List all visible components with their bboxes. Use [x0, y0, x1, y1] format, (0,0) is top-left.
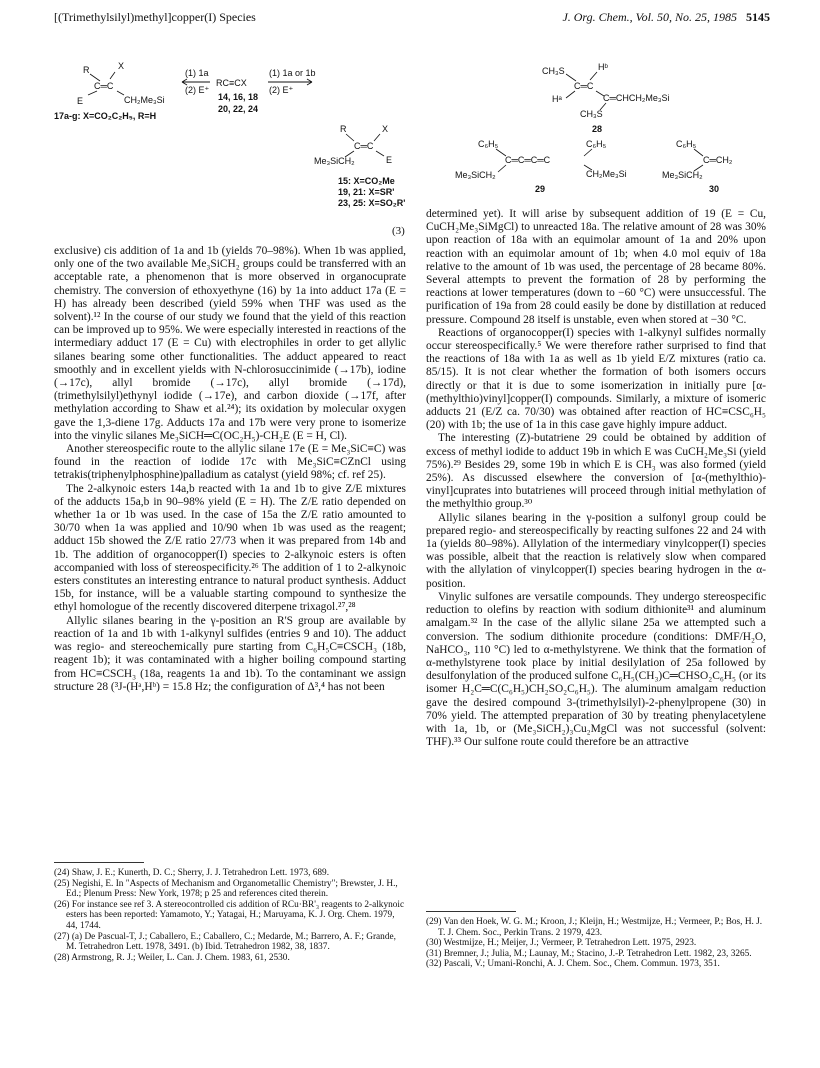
- footnote: (32) Pascali, V.; Umani-Ronchi, A. J. Chem. Soc., Chem. Commun. 1973, 351.: [426, 959, 720, 970]
- arrow-step-2: [268, 68, 316, 95]
- footnote: (24) Shaw, J. E.; Kunerth, D. C.; Sherry, J. J. Tetrahedron Lett. 1973, 689.: [54, 868, 330, 878]
- footnote-rule-left: [54, 862, 144, 863]
- svg-text:20, 22, 24: 20, 22, 24: [218, 104, 259, 114]
- left-column: [54, 245, 406, 694]
- footnote: (26) For instance see ref 3. A stereocontrolled cis addition of RCu·BR'₃ reagents to 2-alkynoic esters has been reported: Yamamoto, Y.; Yatagai, H.; Maruyama, K. J. Org. Chem. 1979, 44, 1744.: [54, 899, 405, 931]
- svg-text:E: E: [386, 155, 393, 165]
- label-29: 29: [535, 184, 546, 194]
- svg-text:Me₃SiCH₂: Me₃SiCH₂: [662, 170, 703, 180]
- footnote: (25) Negishi, E. In "Aspects of Mechanism and Organometallic Chemistry"; Brewster, J. H., Ed.; Plenum Press: New York, 1978; p 25 and references cited therein.: [54, 878, 398, 900]
- svg-text:(2) E⁺: (2) E⁺: [185, 85, 210, 95]
- label-15: 15: X=CO₂Me: [338, 176, 395, 186]
- atom-r: R: [83, 65, 90, 75]
- svg-text:C₆H₅: C₆H₅: [478, 139, 499, 149]
- svg-text:R: R: [340, 124, 347, 134]
- page-number: 5145: [746, 10, 770, 24]
- svg-text:X: X: [382, 124, 389, 134]
- structure-30: [662, 139, 733, 194]
- svg-text:C₆H₅: C₆H₅: [676, 139, 697, 149]
- right-column: [426, 208, 766, 749]
- structure-28: [542, 62, 670, 134]
- paragraph: The 2-alkynoic esters 14a,b reacted with 1a and 1b to give Z/E mixtures of the adducts 15a,b in 90–98% yield (E = H). The Z/E ratio depended on whether 1a or 1b was used. In the case of 15a the Z/E ratio amounted to 30/70 when 1a was applied and 10/90 when 1b was used as the reagent; adduct 15b showed the Z/E ratio 27/73 when it was prepared from 14b and 1b. The addition of organocopper(I) species to 2-alkynoic esters is often accompanied with loss of stereospecificity.²⁶ The addition of 1 to 2-alkynoic esters constitutes an interesting entrance to natural product synthesis. Adduct 15b, for instance, will be a valuable starting compound to synthesize the ethyl homologue of the recently discovered diterpene trixagol.²⁷,²⁸: [54, 482, 406, 614]
- arrow-step-1: [182, 68, 210, 95]
- footnotes-right: [426, 917, 766, 970]
- svg-text:C═C: C═C: [574, 81, 594, 91]
- svg-text:Hᵃ: Hᵃ: [552, 94, 562, 104]
- label-23-25: 23, 25: X=SO₂R': [338, 198, 406, 208]
- svg-text:Me₃SiCH₂: Me₃SiCH₂: [455, 170, 496, 180]
- label-17: 17a-g: X=CO₂C₂H₅, R=H: [54, 111, 157, 121]
- ch2sime3-group: CH₂Me₃Si: [124, 95, 165, 105]
- paragraph: Another stereospecific route to the allylic silane 17e (E = Me₃SiC≡C) was found in the reaction of iodide 17c with Me₃SiC≡CZnCl using tetrakis(triphenylphosphine)palladium as catalyst (yield 98%; cf. ref 25).: [54, 443, 406, 482]
- svg-text:(2) E⁺: (2) E⁺: [269, 85, 294, 95]
- svg-text:14, 16, 18: 14, 16, 18: [218, 92, 259, 102]
- paragraph: Reactions of organocopper(I) species with 1-alkynyl sulfides normally occur stereospecifically.⁵ We were therefore rather surprised to find that the reactions of 18a with 1a as well as 1b yield E/Z mixtures (ratio ca. 85/15). It is not clear whether the formation of both isomers occurs directly or that it is due to some isomerization in initially pure [α-(methylthio)vinyl]copper(I) compounds. Similarly, a mixture of isomeric adducts 21 (E/Z ca. 70/30) was obtained after reaction of HC≡CSC₆H₅ (20) with 1b; the use of 1a in this case gave highly impure adduct.: [426, 326, 766, 432]
- footnote: (28) Armstrong, R. J.; Weiler, L. Can. J. Chem. 1983, 61, 2530.: [54, 952, 290, 963]
- atom-x: X: [118, 61, 125, 71]
- paragraph: The interesting (Z)-butatriene 29 could be obtained by addition of excess of methyl iodide to adduct 19b in which E was CuCH₂Me₃Si (yield 75%).²⁹ Besides 29, some 19b in which E is CH₃ was also formed (yield 25%). As discussed elsewhere the conversion of [α-(methylthio)-vinyl]cuprates into butatrienes will proceed through initial methylation of the methylthio group.³⁰: [426, 432, 766, 511]
- paragraph: exclusive) cis addition of 1a and 1b (yields 70–98%). When 1b was applied, only one of the two available Me₃SiCH₂ groups could be transferred with an acceptable rate, a phenomenon that is more observed in organocuprate chemistry. The conversion of ethoxyethyne (16) by 1a into adduct 17a (E = H) has already been described (yield 59% when THF was used as the solvent).¹² In the course of our study we found that the yield of this reaction can be improved up to 95%. We were especially interested in reactions of the intermediary adduct 17 (E = Cu) with electrophiles in order to get allylic silanes bearing some other functionalities. The adduct appeared to react smoothly and in excellent yields with N-chlorosuccinimide (→17b), iodine (→17c), allyl bromide (→17c), allyl bromide (→17d), (trimethylsilyl)ethynyl iodide (→17e), and carbon dioxide (→17f, after methylation according to Shaw et al.²⁴); its oxidation by molecular oxygen gave the 1,3-diene 17g. Adducts 17a and 17b were very prone to isomerize into the vinylic silanes Me₃SiCH═C(OC₂H₅)-CH₂E (E = H, Cl).: [54, 245, 406, 442]
- alkyne-formula: RC≡CX: [216, 78, 247, 88]
- journal-name: J. Org. Chem., Vol. 50, No. 25, 1985: [562, 10, 737, 24]
- label-28: 28: [592, 124, 603, 134]
- svg-text:C═C═C═C: C═C═C═C: [505, 155, 551, 165]
- atom-e: E: [77, 96, 84, 106]
- svg-text:C═CH₂: C═CH₂: [703, 155, 733, 165]
- paragraph: determined yet). It will arise by subsequent addition of 19 (E = Cu, CuCH₂Me₃SiMgCl) to unreacted 18a. The relative amount of 28 was 30% upon reaction of 18a with an equimolar amount of 1a and 20% upon reaction with an equimolar amount of 1b; when 4.0 mol equiv of 18a relative to the amount of 1b was used, the percentage of 28 became 80%. Several attempts to prevent the formation of 28 by performing the reactions at lower temperatures (down to −60 °C) were unsuccessful. The purification of 19a from 28 could easily be done by distillation at reduced pressure. Compound 28 itself is unstable, even when stored at −30 °C.: [426, 208, 766, 326]
- label-19-21: 19, 21: X=SR': [338, 187, 395, 197]
- paragraph: Vinylic sulfones are versatile compounds. They undergo stereospecific reduction to olefins by reaction with sodium dithionite³¹ and aluminum amalgam.³² In the case of the allylic silane 25a we attempted such a conversion. The sodium dithionite procedure (conditions: DMF/H₂O, NaHCO₃, 110 °C) led to α-methylstyrene. We think that the formation of α-methylstyrene took place by initial desilylation of 25a followed by desulfonylation of the produced sulfone C₆H₅(CH₃)C═CHSO₂C₆H₅ (or its isomer H₂C═C(C₆H₅)CH₂SO₂C₆H₅). The aluminum amalgam reduction gave the desired compound 3-(trimethylsilyl)-2-phenylpropene (30) in 70% yield. The attempted preparation of 30 by treating phenylacetylene with 1a, 1b, or (Me₃SiCH₂)₃Cu₂MgCl was not successful (solvent: THF).³³ Our sulfone route could therefore be an attractive: [426, 590, 766, 749]
- svg-text:C═CHCH₂Me₃Si: C═CHCH₂Me₃Si: [603, 93, 670, 103]
- footnote: (29) Van den Hoek, W. G. M.; Kroon, J.; Kleijn, H.; Westmijze, H.; Vermeer, P.; Bos, H. J. T. J. Chem. Soc., Perkin Trans. 2 1979, 423.: [426, 917, 763, 938]
- label-30: 30: [709, 184, 720, 194]
- svg-text:(1) 1a: (1) 1a: [185, 68, 209, 78]
- structure-17: [54, 61, 165, 121]
- paragraph: Allylic silanes bearing in the γ-position a sulfonyl group could be prepared regio- and stereospecifically by reacting sulfones 22 and 24 with 1a (yields 80–98%). Allylation of the intermediary vinylcopper(I) species was possible, albeit that the reaction is relatively slow when compared with the allylation of vinylcopper(I) species bearing hydrogen in the α-position.: [426, 511, 766, 590]
- footnote: (31) Bremner, J.; Julia, M.; Launay, M.; Stacino, J.-P. Tetrahedron Lett. 1982, 23, 3265.: [426, 948, 752, 959]
- svg-text:C₆H₅: C₆H₅: [586, 139, 607, 149]
- equation-number: (3): [392, 225, 405, 237]
- footnote: (30) Westmijze, H.; Meijer, J.; Vermeer, P. Tetrahedron Lett. 1975, 2923.: [426, 938, 697, 949]
- structure-15-19-23: [314, 124, 405, 208]
- svg-text:C═C: C═C: [354, 141, 374, 151]
- svg-text:Me₃SiCH₂: Me₃SiCH₂: [314, 156, 355, 166]
- alkyne-reagent: [216, 78, 258, 114]
- footnotes-left: [54, 868, 406, 963]
- structure-29: [455, 139, 627, 194]
- svg-text:(1) 1a or 1b: (1) 1a or 1b: [269, 68, 316, 78]
- footnote-rule-right: [426, 911, 516, 912]
- svg-text:CH₂Me₃Si: CH₂Me₃Si: [586, 169, 627, 179]
- svg-text:CH₃S: CH₃S: [542, 66, 565, 76]
- svg-text:Hᵇ: Hᵇ: [598, 62, 608, 72]
- paragraph: Allylic silanes bearing in the γ-position an R'S group are available by reaction of 1a and 1b with 1-alkynyl sulfides (entries 9 and 10). The adduct was regio- and stereochemically pure starting from C₆H₅C≡CSCH₃ (18b, reagent 1b); it was contaminated with a higher boiling compound starting from HC≡CSCH₃ (18a, reagents 1a and 1b). To the contaminant we assign structure 28 (³J-(Hᵃ,Hᵇ) = 15.8 Hz; the configuration of Δ³,⁴ has not been: [54, 614, 406, 693]
- running-title: [(Trimethylsilyl)methyl]copper(I) Species: [54, 10, 256, 24]
- svg-text:CH₃S: CH₃S: [580, 109, 603, 119]
- footnote: (27) (a) De Pascual-T, J.; Caballero, E.; Caballero, C.; Medarde, M.; Barrero, A. F.; Grande, M. Tetrahedron Lett. 1978, 3491. (b) Ibid. Tetrahedron 1982, 38, 1837.: [54, 931, 396, 953]
- double-bond-cc: C═C: [94, 81, 114, 91]
